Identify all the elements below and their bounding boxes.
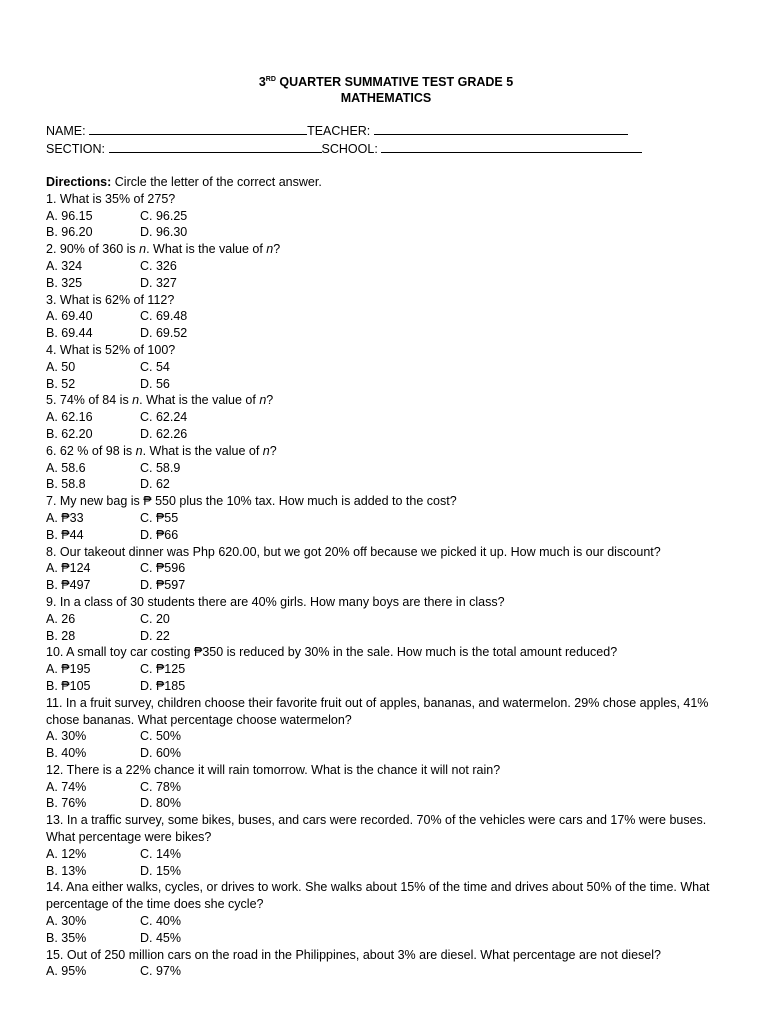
question-stem — [46, 544, 726, 561]
option-a[interactable]: A. ₱195 — [46, 662, 91, 677]
option-c[interactable]: C. 50% — [140, 729, 181, 744]
variable-n: n — [266, 242, 274, 257]
answer-options — [46, 661, 726, 695]
option-d[interactable]: D. 22 — [140, 628, 170, 643]
option-b[interactable]: B. ₱105 — [46, 678, 91, 693]
name-teacher-row — [46, 122, 726, 140]
option-b[interactable]: B. 40% — [46, 746, 87, 761]
question-text: 8. Our takeout dinner was Php 620.00, but we got 20% off because we picked it up. How much is our discount? — [46, 544, 661, 559]
school-label: SCHOOL: — [321, 142, 378, 156]
question-text: ? — [269, 443, 277, 458]
option-b[interactable]: B. 76% — [46, 796, 87, 811]
question-item — [46, 644, 726, 694]
option-a[interactable]: A. 62.16 — [46, 410, 93, 425]
question-text: 4. What is 52% of 100? — [46, 342, 176, 357]
option-b[interactable]: B. 35% — [46, 930, 87, 945]
question-text: ? — [273, 242, 281, 257]
directions — [46, 174, 726, 191]
question-stem — [46, 392, 726, 409]
question-stem — [46, 812, 726, 846]
question-text: ? — [266, 393, 274, 408]
question-item — [46, 947, 726, 981]
answer-options — [46, 258, 726, 292]
teacher-field[interactable] — [374, 122, 628, 135]
question-item — [46, 392, 726, 442]
answer-options — [46, 510, 726, 544]
question-stem — [46, 292, 726, 309]
question-item — [46, 443, 726, 493]
option-b[interactable]: B. 69.44 — [46, 326, 93, 341]
questions-section — [46, 174, 726, 980]
question-item — [46, 292, 726, 342]
option-a[interactable]: A. 96.15 — [46, 208, 93, 223]
option-d[interactable]: D. 15% — [140, 863, 181, 878]
answer-options — [46, 611, 726, 645]
option-d[interactable]: D. ₱185 — [140, 678, 186, 693]
option-d[interactable]: D. ₱597 — [140, 578, 186, 593]
test-page — [46, 72, 726, 980]
option-a[interactable]: A. 69.40 — [46, 309, 93, 324]
option-d[interactable]: D. 62 — [140, 477, 170, 492]
question-text: 11. In a fruit survey, children choose their favorite fruit out of apples, bananas, and watermelon. 29% chose apples, 41% chose bananas. What percentage choose watermelon? — [46, 695, 709, 727]
student-info-form — [46, 122, 726, 158]
option-d[interactable]: D. 80% — [140, 796, 181, 811]
question-item — [46, 762, 726, 812]
option-a[interactable]: A. ₱33 — [46, 510, 84, 525]
option-a[interactable]: A. 74% — [46, 779, 87, 794]
answer-options — [46, 359, 726, 393]
answer-options — [46, 846, 726, 880]
option-c[interactable]: C. 96.25 — [140, 208, 188, 223]
option-d[interactable]: D. ₱66 — [140, 527, 179, 542]
question-text: 3. What is 62% of 112? — [46, 292, 175, 307]
option-c[interactable]: C. 78% — [140, 779, 181, 794]
option-d[interactable]: D. 60% — [140, 746, 181, 761]
title-line-2: MATHEMATICS — [340, 91, 432, 105]
question-item — [46, 493, 726, 543]
teacher-label: TEACHER: — [307, 124, 371, 138]
option-c[interactable]: C. 58.9 — [140, 460, 181, 475]
school-field[interactable] — [381, 140, 642, 153]
option-b[interactable]: B. ₱497 — [46, 578, 91, 593]
section-school-row — [46, 140, 726, 158]
question-stem — [46, 342, 726, 359]
option-c[interactable]: C. 20 — [140, 611, 170, 626]
variable-n: n — [139, 242, 147, 257]
question-text: 2. 90% of 360 is — [46, 242, 140, 257]
question-stem — [46, 644, 726, 661]
name-field[interactable] — [89, 122, 307, 135]
option-d[interactable]: D. 45% — [140, 930, 181, 945]
option-d[interactable]: D. 96.30 — [140, 225, 188, 240]
option-d[interactable]: D. 327 — [140, 275, 177, 290]
option-b[interactable]: B. 62.20 — [46, 426, 93, 441]
question-text: 10. A small toy car costing ₱350 is reduced by 30% in the sale. How much is the total amount reduced? — [46, 645, 618, 660]
question-text: 9. In a class of 30 students there are 40% girls. How many boys are there in class? — [46, 594, 505, 609]
answer-options — [46, 728, 726, 762]
option-b[interactable]: B. ₱44 — [46, 527, 84, 542]
option-a[interactable]: A. 30% — [46, 914, 87, 929]
answer-options — [46, 913, 726, 947]
question-stem — [46, 191, 726, 208]
option-b[interactable]: B. 96.20 — [46, 225, 93, 240]
question-text: . What is the value of — [139, 393, 260, 408]
option-c[interactable]: C. 69.48 — [140, 309, 188, 324]
option-b[interactable]: B. 52 — [46, 376, 76, 391]
option-c[interactable]: C. 97% — [140, 964, 181, 979]
option-a[interactable]: A. 95% — [46, 964, 87, 979]
answer-options — [46, 308, 726, 342]
question-stem — [46, 695, 726, 729]
directions-text: Circle the letter of the correct answer. — [111, 175, 322, 189]
question-text: 12. There is a 22% chance it will rain tomorrow. What is the chance it will not rain? — [46, 762, 501, 777]
question-item — [46, 594, 726, 644]
question-stem — [46, 947, 726, 964]
question-item — [46, 879, 726, 946]
option-a[interactable]: A. 26 — [46, 611, 76, 626]
option-c[interactable]: C. ₱596 — [140, 561, 186, 576]
question-text: 1. What is 35% of 275? — [46, 191, 176, 206]
question-item — [46, 812, 726, 879]
answer-options — [46, 779, 726, 813]
question-item — [46, 544, 726, 594]
option-b[interactable]: B. 13% — [46, 863, 87, 878]
option-b[interactable]: B. 58.8 — [46, 477, 86, 492]
question-stem — [46, 493, 726, 510]
option-a[interactable]: A. ₱124 — [46, 561, 91, 576]
directions-label: Directions: — [46, 175, 112, 189]
question-text: . What is the value of — [142, 443, 263, 458]
question-item — [46, 342, 726, 392]
option-d[interactable]: D. 56 — [140, 376, 170, 391]
name-label: NAME: — [46, 124, 86, 138]
section-field[interactable] — [109, 140, 322, 153]
answer-options — [46, 208, 726, 242]
question-stem — [46, 594, 726, 611]
question-stem — [46, 762, 726, 779]
option-b[interactable]: B. 325 — [46, 275, 83, 290]
option-c[interactable]: C. 14% — [140, 846, 181, 861]
variable-n: n — [262, 443, 270, 458]
question-text: 14. Ana either walks, cycles, or drives to work. She walks about 15% of the time and drives about 50% of the time. What percentage of the time does she cycle? — [46, 880, 710, 912]
variable-n: n — [132, 393, 140, 408]
option-c[interactable]: C. 62.24 — [140, 410, 188, 425]
page-title — [46, 72, 726, 106]
title-line-1: 3RD QUARTER SUMMATIVE TEST GRADE 5 — [258, 75, 514, 89]
question-text: 13. In a traffic survey, some bikes, buses, and cars were recorded. 70% of the vehicles were cars and 17% were buses. What percentage were bikes? — [46, 813, 707, 845]
variable-n: n — [135, 443, 143, 458]
option-c[interactable]: C. ₱125 — [140, 662, 186, 677]
option-b[interactable]: B. 28 — [46, 628, 76, 643]
question-text: 7. My new bag is ₱ 550 plus the 10% tax. How much is added to the cost? — [46, 494, 457, 509]
answer-options — [46, 409, 726, 443]
answer-options — [46, 963, 726, 980]
option-c[interactable]: C. 40% — [140, 914, 181, 929]
question-item — [46, 191, 726, 241]
question-item — [46, 695, 726, 762]
question-stem — [46, 241, 726, 258]
option-a[interactable]: A. 324 — [46, 258, 83, 273]
question-text: 15. Out of 250 million cars on the road in the Philippines, about 3% are diesel. What percentage are not diesel? — [46, 947, 661, 962]
question-text: . What is the value of — [146, 242, 267, 257]
question-text: 5. 74% of 84 is — [46, 393, 133, 408]
option-a[interactable]: A. 12% — [46, 846, 87, 861]
option-d[interactable]: D. 62.26 — [140, 426, 188, 441]
option-d[interactable]: D. 69.52 — [140, 326, 188, 341]
question-text: 6. 62 % of 98 is — [46, 443, 136, 458]
option-c[interactable]: C. ₱55 — [140, 510, 179, 525]
option-a[interactable]: A. 30% — [46, 729, 87, 744]
answer-options — [46, 560, 726, 594]
answer-options — [46, 460, 726, 494]
section-label: SECTION: — [46, 142, 106, 156]
question-stem — [46, 879, 726, 913]
option-a[interactable]: A. 50 — [46, 359, 76, 374]
option-a[interactable]: A. 58.6 — [46, 460, 86, 475]
question-stem — [46, 443, 726, 460]
variable-n: n — [259, 393, 267, 408]
question-item — [46, 241, 726, 291]
option-c[interactable]: C. 54 — [140, 359, 170, 374]
option-c[interactable]: C. 326 — [140, 258, 177, 273]
